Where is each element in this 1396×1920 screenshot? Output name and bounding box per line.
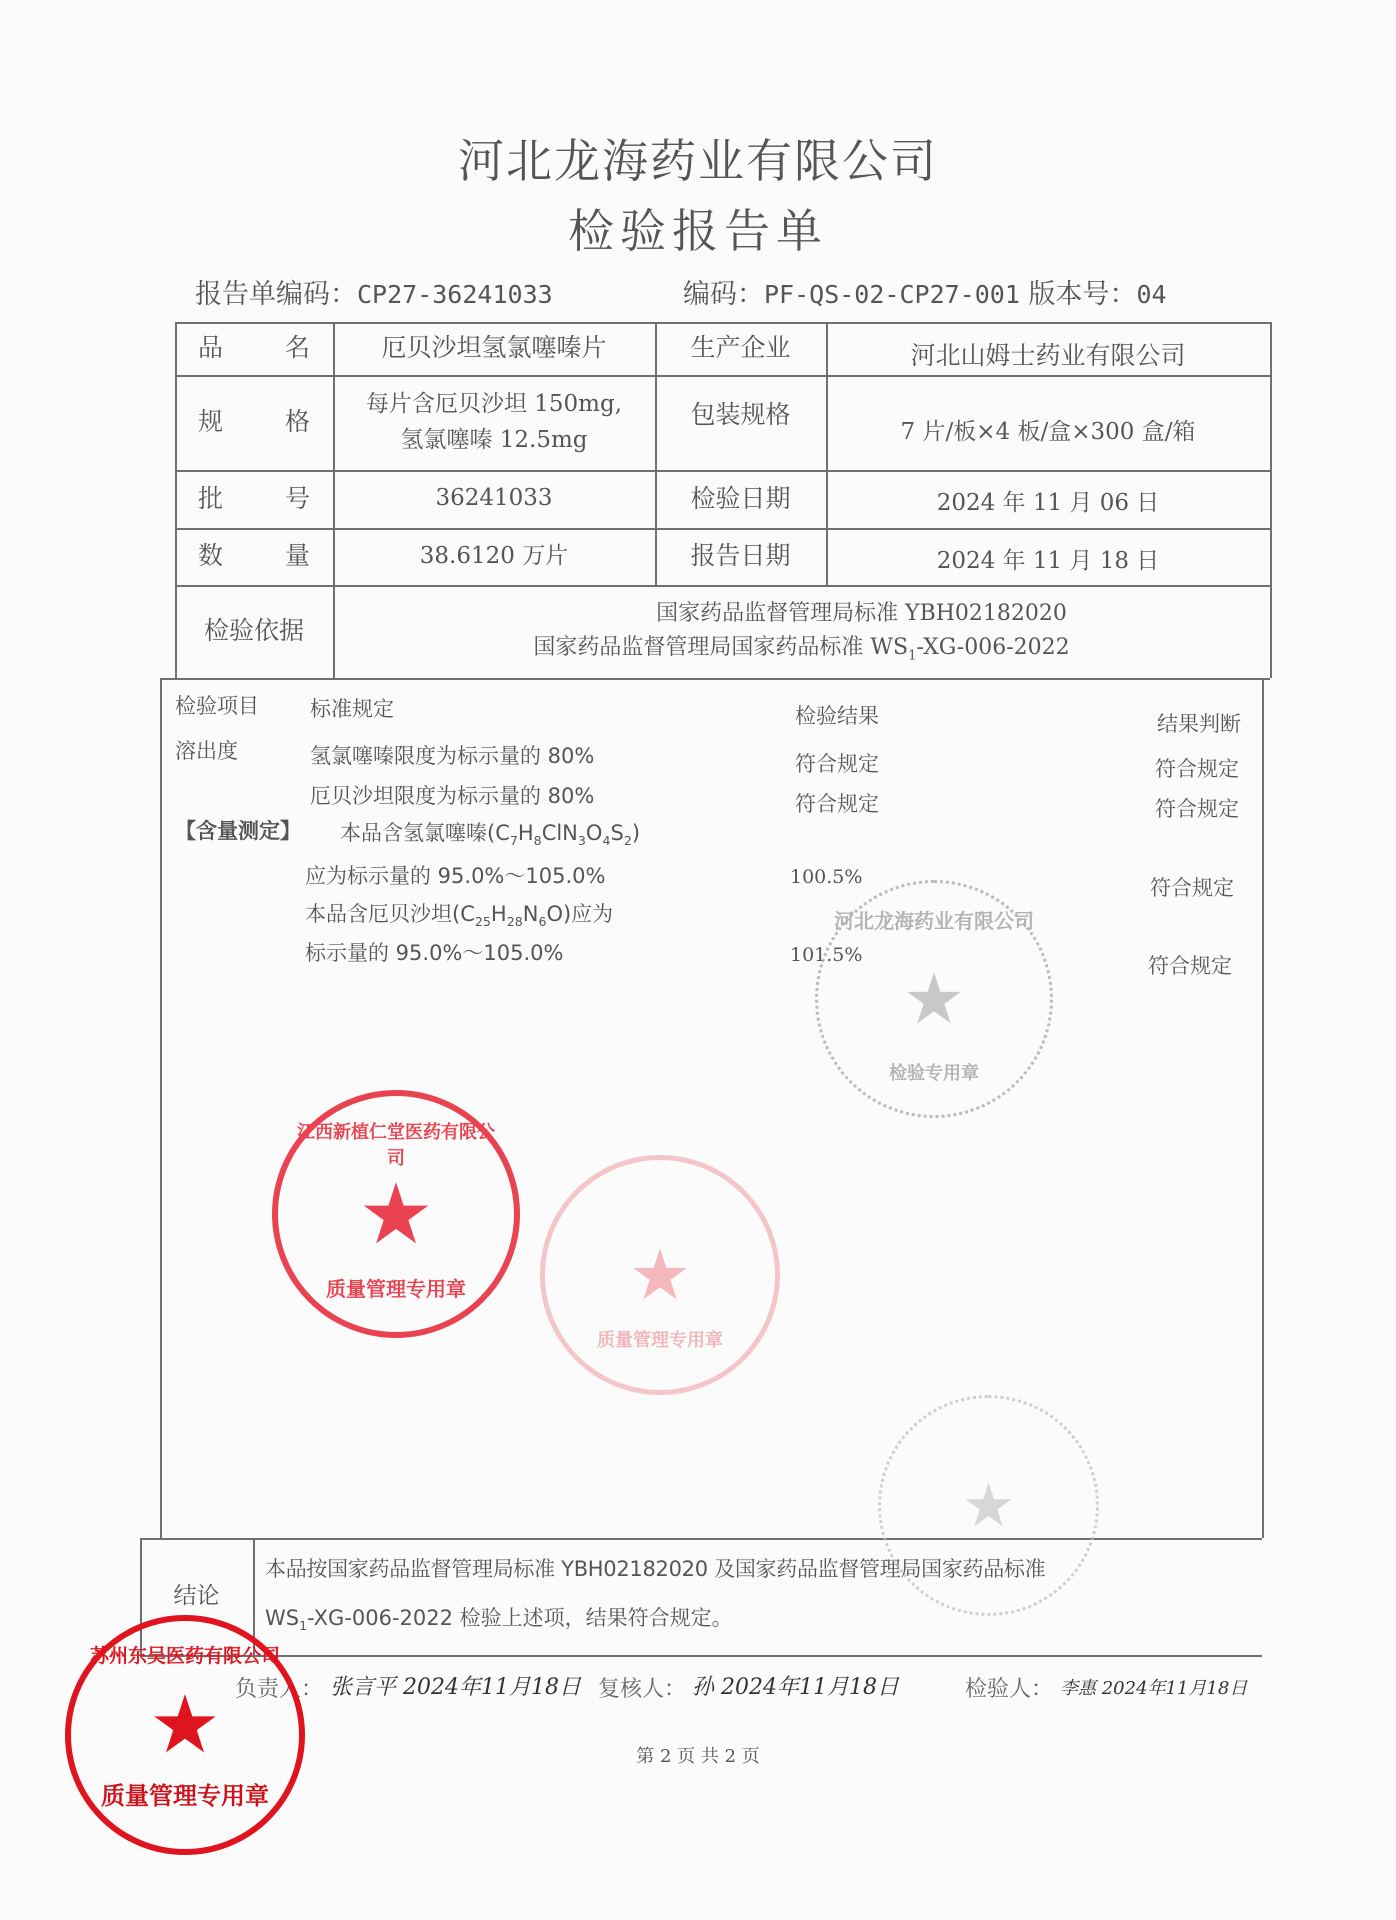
company-title: 河北龙海药业有限公司 xyxy=(458,134,938,188)
label-char: 号 xyxy=(284,483,310,513)
formula-el: O xyxy=(585,821,603,845)
conclusion-line-1: 本品按国家药品监督管理局标准 YBH02182020 及国家药品监督管理局国家药品标准 xyxy=(265,1557,1046,1581)
stamp-name: 河北龙海药业有限公司 xyxy=(834,909,1034,933)
header-result: 检验结果 xyxy=(795,704,879,728)
assay-row2-line2: 标示量的 95.0%～105.0% xyxy=(305,941,564,965)
stamp-name: 苏州东吴医药有限公司 xyxy=(90,1645,281,1667)
packaging-label: 包装规格 xyxy=(690,399,791,429)
stamp-name: 江西新植仁堂医药有限公司 xyxy=(297,1122,495,1169)
responsible-signature: 张言平 2024年11月18日 xyxy=(330,1675,581,1700)
packaging-value: 7 片/板×4 板/盒×300 盒/箱 xyxy=(900,418,1196,445)
formula-sub: 28 xyxy=(506,914,523,930)
formula-sub: 3 xyxy=(577,833,586,849)
star-icon: ★ xyxy=(902,958,966,1040)
label-char: 格 xyxy=(284,407,310,437)
label-char: 品 xyxy=(198,333,224,363)
quantity-label xyxy=(175,528,333,585)
results-border-left xyxy=(160,678,162,1538)
product-name-value: 厄贝沙坦氢氯噻嗪片 xyxy=(381,333,607,363)
stamp-subtitle: 质量管理专用章 xyxy=(326,1277,466,1301)
dissolution-judgement-1: 符合规定 xyxy=(1155,757,1239,781)
assay-result-2: 101.5% xyxy=(790,944,863,966)
page-number: 第 2 页 共 2 页 xyxy=(636,1746,760,1767)
suzhou-quality-stamp xyxy=(65,1615,308,1855)
conclusion-ws-sub: 1 xyxy=(299,1618,308,1634)
assay-row2-line1 xyxy=(305,898,613,929)
formula-suffix: ) xyxy=(631,821,641,845)
basis-line-1: 国家药品监督管理局标准 YBH02182020 xyxy=(656,600,1067,626)
assay-row1-line2: 应为标示量的 95.0%～105.0% xyxy=(305,864,606,888)
assay-judgement-2: 符合规定 xyxy=(1148,954,1232,978)
document-code xyxy=(683,272,1167,311)
inspector-signature: 李惠 2024年11月18日 xyxy=(1060,1678,1248,1699)
label-char: 量 xyxy=(284,541,310,571)
responsible-label: 负责人： xyxy=(235,1677,324,1702)
assay-item: 【含量测定】 xyxy=(175,819,301,843)
stamp-subtitle: 质量管理专用章 xyxy=(597,1330,723,1351)
conclusion-ws: WS xyxy=(265,1606,300,1630)
jiangxi-quality-stamp xyxy=(272,1090,520,1338)
conclusion-line-2 xyxy=(265,1602,733,1633)
conclusion-label: 结论 xyxy=(173,1582,220,1609)
star-icon: ★ xyxy=(628,1234,692,1316)
basis-line-2-prefix: 国家药品监督管理局国家药品标准 WS xyxy=(533,634,909,660)
basis-line-2-suffix: -XG-006-2022 xyxy=(916,634,1070,660)
assay-judgement-1: 符合规定 xyxy=(1150,876,1234,900)
faint-quality-stamp xyxy=(540,1155,780,1395)
star-icon: ★ xyxy=(358,1165,434,1263)
formula-el: H xyxy=(490,902,507,926)
batch-value: 36241033 xyxy=(435,485,553,512)
formula-el: N xyxy=(522,902,539,926)
reviewer-signature: 孙 2024年11月18日 xyxy=(692,1675,899,1700)
formula-sub: 8 xyxy=(533,833,542,849)
dissolution-result-2: 符合规定 xyxy=(795,792,879,816)
basis-value xyxy=(333,585,1270,678)
version-value: 04 xyxy=(1136,280,1167,309)
formula-suffix: )应为 xyxy=(562,902,614,926)
basis-label: 检验依据 xyxy=(203,616,304,646)
label-char: 名 xyxy=(284,333,310,363)
formula-el: H xyxy=(517,821,534,845)
spec-label xyxy=(175,375,333,470)
code-label: 编码： xyxy=(683,279,764,310)
report-date-label: 报告日期 xyxy=(690,541,791,571)
conclusion-rest: -XG-006-2022 检验上述项，结果符合规定。 xyxy=(307,1606,733,1630)
header-standard: 标准规定 xyxy=(310,697,394,721)
report-number-value: CP27-36241033 xyxy=(357,280,553,309)
formula-sub: 6 xyxy=(538,914,547,930)
formula-el: O xyxy=(546,902,563,926)
basis-line-2 xyxy=(533,631,1069,667)
table-rule xyxy=(160,678,1270,680)
stamp-subtitle: 检验专用章 xyxy=(889,1063,979,1084)
assay-row1-line1 xyxy=(340,817,640,848)
dissolution-result-1: 符合规定 xyxy=(795,752,879,776)
inspector-label: 检验人： xyxy=(965,1677,1054,1702)
stamp-subtitle: 质量管理专用章 xyxy=(101,1782,269,1810)
spec-line-2: 氢氯噻嗪 12.5mg xyxy=(400,426,588,453)
label-char: 批 xyxy=(198,483,224,513)
dissolution-standard-2: 厄贝沙坦限度为标示量的 80% xyxy=(310,784,595,808)
dissolution-standard-1: 氢氯噻嗪限度为标示量的 80% xyxy=(310,744,595,768)
report-title: 检验报告单 xyxy=(568,204,828,258)
dissolution-judgement-2: 符合规定 xyxy=(1155,797,1239,821)
formula-sub: 4 xyxy=(602,833,611,849)
formula-sub: 25 xyxy=(474,914,491,930)
test-date-value: 2024 年 11 月 06 日 xyxy=(936,490,1160,517)
spec-line-1: 每片含厄贝沙坦 150mg, xyxy=(365,390,623,417)
formula-sub: 2 xyxy=(623,833,632,849)
dissolution-item: 溶出度 xyxy=(175,739,238,763)
star-icon: ★ xyxy=(961,1470,1016,1541)
basis-line-2-sub: 1 xyxy=(908,648,917,664)
quantity-value: 38.6120 万片 xyxy=(419,542,569,569)
report-number xyxy=(195,272,553,311)
report-date-value: 2024 年 11 月 18 日 xyxy=(936,547,1160,574)
formula-prefix: 本品含厄贝沙坦(C xyxy=(305,902,475,926)
formula-sub: 7 xyxy=(509,833,518,849)
header-judgement: 结果判断 xyxy=(1157,712,1241,736)
results-border-right xyxy=(1262,678,1264,1538)
spec-value xyxy=(333,375,655,470)
batch-label xyxy=(175,470,333,528)
table-rule xyxy=(1270,322,1272,678)
header-item: 检验项目 xyxy=(175,694,259,718)
label-char: 规 xyxy=(198,407,224,437)
reviewer-label: 复核人： xyxy=(598,1677,687,1702)
product-name-label xyxy=(175,322,333,375)
table-rule xyxy=(140,1655,1262,1657)
star-icon: ★ xyxy=(149,1678,221,1771)
code-value: PF-QS-02-CP27-001 xyxy=(764,280,1020,309)
label-char: 数 xyxy=(198,541,224,571)
formula-el: S xyxy=(610,821,624,845)
test-date-label: 检验日期 xyxy=(690,483,791,513)
version-label: 版本号： xyxy=(1028,279,1137,310)
manufacturer-label: 生产企业 xyxy=(690,333,791,363)
report-number-label: 报告单编码： xyxy=(195,279,357,310)
grey-stamp-bottom xyxy=(878,1395,1099,1616)
manufacturer-value: 河北山姆士药业有限公司 xyxy=(910,341,1186,371)
company-inspection-stamp xyxy=(815,880,1053,1118)
formula-prefix: 本品含氢氯噻嗪(C xyxy=(340,821,510,845)
assay-result-1: 100.5% xyxy=(790,866,863,888)
formula-el: ClN xyxy=(541,821,578,845)
